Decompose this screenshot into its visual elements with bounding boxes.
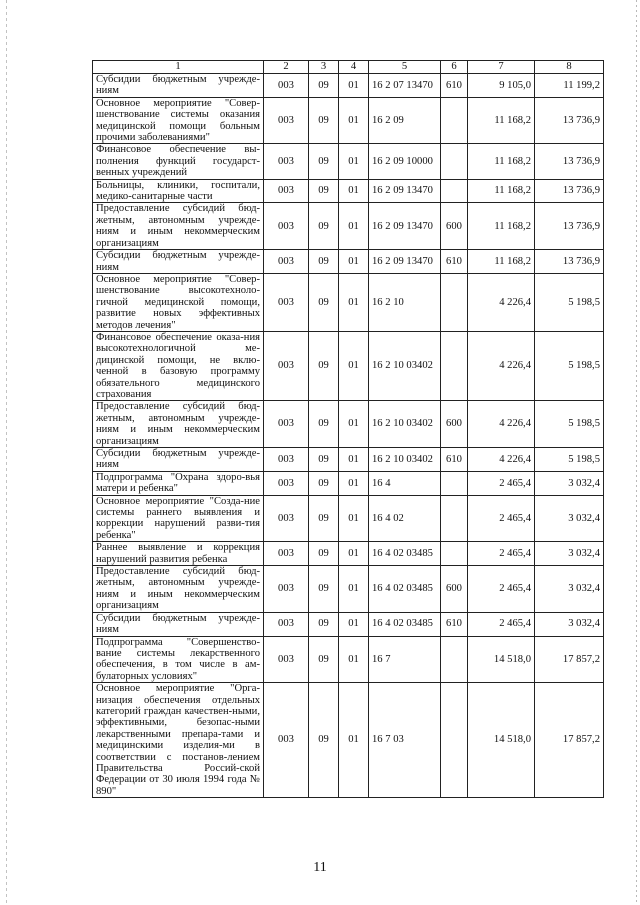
cell-expense-type [441, 471, 468, 495]
cell-expense-type: 600 [441, 566, 468, 613]
cell-expense-type: 610 [441, 448, 468, 472]
cell-section: 09 [309, 448, 339, 472]
cell-subsection: 01 [339, 144, 369, 179]
cell-section: 09 [309, 144, 339, 179]
cell-ministry-code: 003 [264, 179, 309, 203]
cell-ministry-code: 003 [264, 144, 309, 179]
cell-target-article: 16 7 [369, 636, 441, 683]
cell-target-article: 16 4 02 03485 [369, 542, 441, 566]
column-header: 3 [309, 61, 339, 74]
cell-section: 09 [309, 495, 339, 542]
cell-ministry-code: 003 [264, 203, 309, 250]
cell-subsection: 01 [339, 179, 369, 203]
table-row [93, 273, 604, 331]
cell-ministry-code: 003 [264, 401, 309, 448]
scan-edge-right [636, 0, 637, 905]
cell-expense-type [441, 97, 468, 144]
cell-amount-1: 2 465,4 [468, 566, 535, 613]
cell-subsection: 01 [339, 542, 369, 566]
cell-amount-2: 13 736,9 [535, 179, 604, 203]
row-name: Предоставление субсидий бюд-жетным, автономным учрежде-ниям и иным некоммерческим организациям [93, 566, 264, 613]
table-row [93, 250, 604, 274]
table-row [93, 74, 604, 98]
cell-ministry-code: 003 [264, 683, 309, 798]
row-name: Основное мероприятие "Совер-шенствование высокотехноло-гичной медицинской помощи, развитие новых эффективных методов лечения" [93, 273, 264, 331]
table-row [93, 401, 604, 448]
cell-target-article: 16 2 10 03402 [369, 448, 441, 472]
column-header: 2 [264, 61, 309, 74]
cell-amount-2: 5 198,5 [535, 331, 604, 400]
cell-expense-type [441, 331, 468, 400]
cell-expense-type: 600 [441, 203, 468, 250]
cell-amount-1: 11 168,2 [468, 203, 535, 250]
cell-section: 09 [309, 471, 339, 495]
cell-ministry-code: 003 [264, 612, 309, 636]
column-header: 7 [468, 61, 535, 74]
table-row [93, 203, 604, 250]
cell-amount-1: 11 168,2 [468, 179, 535, 203]
cell-ministry-code: 003 [264, 97, 309, 144]
cell-target-article: 16 2 09 10000 [369, 144, 441, 179]
cell-target-article: 16 4 [369, 471, 441, 495]
cell-amount-1: 9 105,0 [468, 74, 535, 98]
row-name: Основное мероприятие "Созда-ние системы раннего выявления и коррекции нарушений разви-тия ребенка" [93, 495, 264, 542]
cell-target-article: 16 2 09 13470 [369, 179, 441, 203]
cell-amount-1: 11 168,2 [468, 250, 535, 274]
table-row [93, 566, 604, 613]
cell-amount-2: 3 032,4 [535, 566, 604, 613]
cell-target-article: 16 2 10 [369, 273, 441, 331]
cell-subsection: 01 [339, 566, 369, 613]
cell-amount-1: 4 226,4 [468, 401, 535, 448]
row-name: Подпрограмма "Совершенство-вание системы лекарственного обеспечения, в том числе в ам-булаторных условиях" [93, 636, 264, 683]
cell-ministry-code: 003 [264, 542, 309, 566]
row-name: Раннее выявление и коррекция нарушений развития ребенка [93, 542, 264, 566]
column-header: 5 [369, 61, 441, 74]
table-row [93, 636, 604, 683]
cell-target-article: 16 4 02 03485 [369, 612, 441, 636]
cell-subsection: 01 [339, 331, 369, 400]
cell-section: 09 [309, 566, 339, 613]
cell-section: 09 [309, 612, 339, 636]
cell-amount-2: 5 198,5 [535, 401, 604, 448]
table-row [93, 683, 604, 798]
cell-amount-2: 13 736,9 [535, 144, 604, 179]
cell-amount-2: 13 736,9 [535, 97, 604, 144]
table-row [93, 495, 604, 542]
cell-subsection: 01 [339, 250, 369, 274]
cell-target-article: 16 4 02 [369, 495, 441, 542]
cell-amount-2: 13 736,9 [535, 203, 604, 250]
cell-target-article: 16 2 09 13470 [369, 203, 441, 250]
row-name: Предоставление субсидий бюд-жетным, автономным учрежде-ниям и иным некоммерческим организациям [93, 203, 264, 250]
cell-amount-2: 3 032,4 [535, 495, 604, 542]
row-name: Субсидии бюджетным учрежде-ниям [93, 74, 264, 98]
row-name: Больницы, клиники, госпитали, медико-санитарные части [93, 179, 264, 203]
scan-edge-left [6, 0, 7, 905]
cell-expense-type: 600 [441, 401, 468, 448]
cell-subsection: 01 [339, 636, 369, 683]
cell-amount-1: 4 226,4 [468, 331, 535, 400]
cell-amount-2: 13 736,9 [535, 250, 604, 274]
cell-ministry-code: 003 [264, 636, 309, 683]
table-row [93, 612, 604, 636]
table-row [93, 331, 604, 400]
row-name: Финансовое обеспечение оказа-ния высокотехнологичной ме-дицинской помощи, не вклю-ченной в базовую программу обязательного медицинского страхования [93, 331, 264, 400]
row-name: Предоставление субсидий бюд-жетным, автономным учрежде-ниям и иным некоммерческим организациям [93, 401, 264, 448]
column-header: 4 [339, 61, 369, 74]
cell-amount-2: 17 857,2 [535, 636, 604, 683]
row-name: Финансовое обеспечение вы-полнения функций государст-венных учреждений [93, 144, 264, 179]
cell-section: 09 [309, 331, 339, 400]
cell-amount-2: 5 198,5 [535, 448, 604, 472]
cell-ministry-code: 003 [264, 566, 309, 613]
cell-subsection: 01 [339, 612, 369, 636]
cell-ministry-code: 003 [264, 74, 309, 98]
cell-section: 09 [309, 401, 339, 448]
cell-section: 09 [309, 203, 339, 250]
cell-section: 09 [309, 542, 339, 566]
cell-amount-1: 4 226,4 [468, 273, 535, 331]
cell-ministry-code: 003 [264, 273, 309, 331]
cell-expense-type [441, 495, 468, 542]
cell-amount-1: 2 465,4 [468, 542, 535, 566]
cell-ministry-code: 003 [264, 448, 309, 472]
cell-target-article: 16 2 10 03402 [369, 401, 441, 448]
cell-target-article: 16 4 02 03485 [369, 566, 441, 613]
cell-amount-1: 2 465,4 [468, 612, 535, 636]
cell-subsection: 01 [339, 448, 369, 472]
cell-section: 09 [309, 250, 339, 274]
cell-subsection: 01 [339, 97, 369, 144]
cell-amount-2: 11 199,2 [535, 74, 604, 98]
cell-expense-type [441, 273, 468, 331]
table-row [93, 179, 604, 203]
cell-subsection: 01 [339, 273, 369, 331]
column-header: 8 [535, 61, 604, 74]
cell-subsection: 01 [339, 471, 369, 495]
header-row [93, 61, 604, 74]
table-row [93, 448, 604, 472]
column-header: 1 [93, 61, 264, 74]
cell-expense-type [441, 144, 468, 179]
cell-amount-1: 14 518,0 [468, 683, 535, 798]
cell-expense-type: 610 [441, 250, 468, 274]
row-name: Субсидии бюджетным учрежде-ниям [93, 612, 264, 636]
cell-amount-2: 5 198,5 [535, 273, 604, 331]
cell-target-article: 16 2 09 13470 [369, 250, 441, 274]
cell-ministry-code: 003 [264, 471, 309, 495]
cell-section: 09 [309, 179, 339, 203]
table-row [93, 471, 604, 495]
cell-expense-type: 610 [441, 612, 468, 636]
cell-target-article: 16 2 10 03402 [369, 331, 441, 400]
cell-subsection: 01 [339, 683, 369, 798]
cell-amount-2: 17 857,2 [535, 683, 604, 798]
cell-expense-type: 610 [441, 74, 468, 98]
cell-section: 09 [309, 273, 339, 331]
cell-amount-1: 2 465,4 [468, 471, 535, 495]
column-header: 6 [441, 61, 468, 74]
cell-subsection: 01 [339, 495, 369, 542]
cell-target-article: 16 2 09 [369, 97, 441, 144]
cell-subsection: 01 [339, 74, 369, 98]
cell-target-article: 16 2 07 13470 [369, 74, 441, 98]
cell-amount-2: 3 032,4 [535, 542, 604, 566]
cell-ministry-code: 003 [264, 250, 309, 274]
cell-expense-type [441, 683, 468, 798]
cell-subsection: 01 [339, 203, 369, 250]
cell-section: 09 [309, 683, 339, 798]
row-name: Основное мероприятие "Орга-низация обеспечения отдельных категорий граждан качествен-ными, эффективными, безопас-ными лекарственными препара-тами и медицинскими изделия-ми в соответствии с постанов-лением Правительства Россий-ской Федерации от 30 июля 1994 года № 890" [93, 683, 264, 798]
row-name: Субсидии бюджетным учрежде-ниям [93, 448, 264, 472]
cell-expense-type [441, 542, 468, 566]
cell-amount-1: 11 168,2 [468, 97, 535, 144]
cell-amount-2: 3 032,4 [535, 471, 604, 495]
cell-amount-1: 2 465,4 [468, 495, 535, 542]
cell-target-article: 16 7 03 [369, 683, 441, 798]
cell-amount-1: 14 518,0 [468, 636, 535, 683]
cell-amount-2: 3 032,4 [535, 612, 604, 636]
cell-amount-1: 11 168,2 [468, 144, 535, 179]
cell-amount-1: 4 226,4 [468, 448, 535, 472]
cell-section: 09 [309, 74, 339, 98]
cell-ministry-code: 003 [264, 495, 309, 542]
cell-expense-type [441, 636, 468, 683]
row-name: Субсидии бюджетным учрежде-ниям [93, 250, 264, 274]
cell-section: 09 [309, 636, 339, 683]
row-name: Подпрограмма "Охрана здоро-вья матери и ребенка" [93, 471, 264, 495]
cell-expense-type [441, 179, 468, 203]
row-name: Основное мероприятие "Совер-шенствование системы оказания медицинской помощи больным прочими заболеваниями" [93, 97, 264, 144]
table-row [93, 97, 604, 144]
page-number: 11 [313, 860, 327, 875]
cell-section: 09 [309, 97, 339, 144]
cell-subsection: 01 [339, 401, 369, 448]
table-row [93, 144, 604, 179]
table-row [93, 542, 604, 566]
budget-table [92, 60, 604, 798]
cell-ministry-code: 003 [264, 331, 309, 400]
